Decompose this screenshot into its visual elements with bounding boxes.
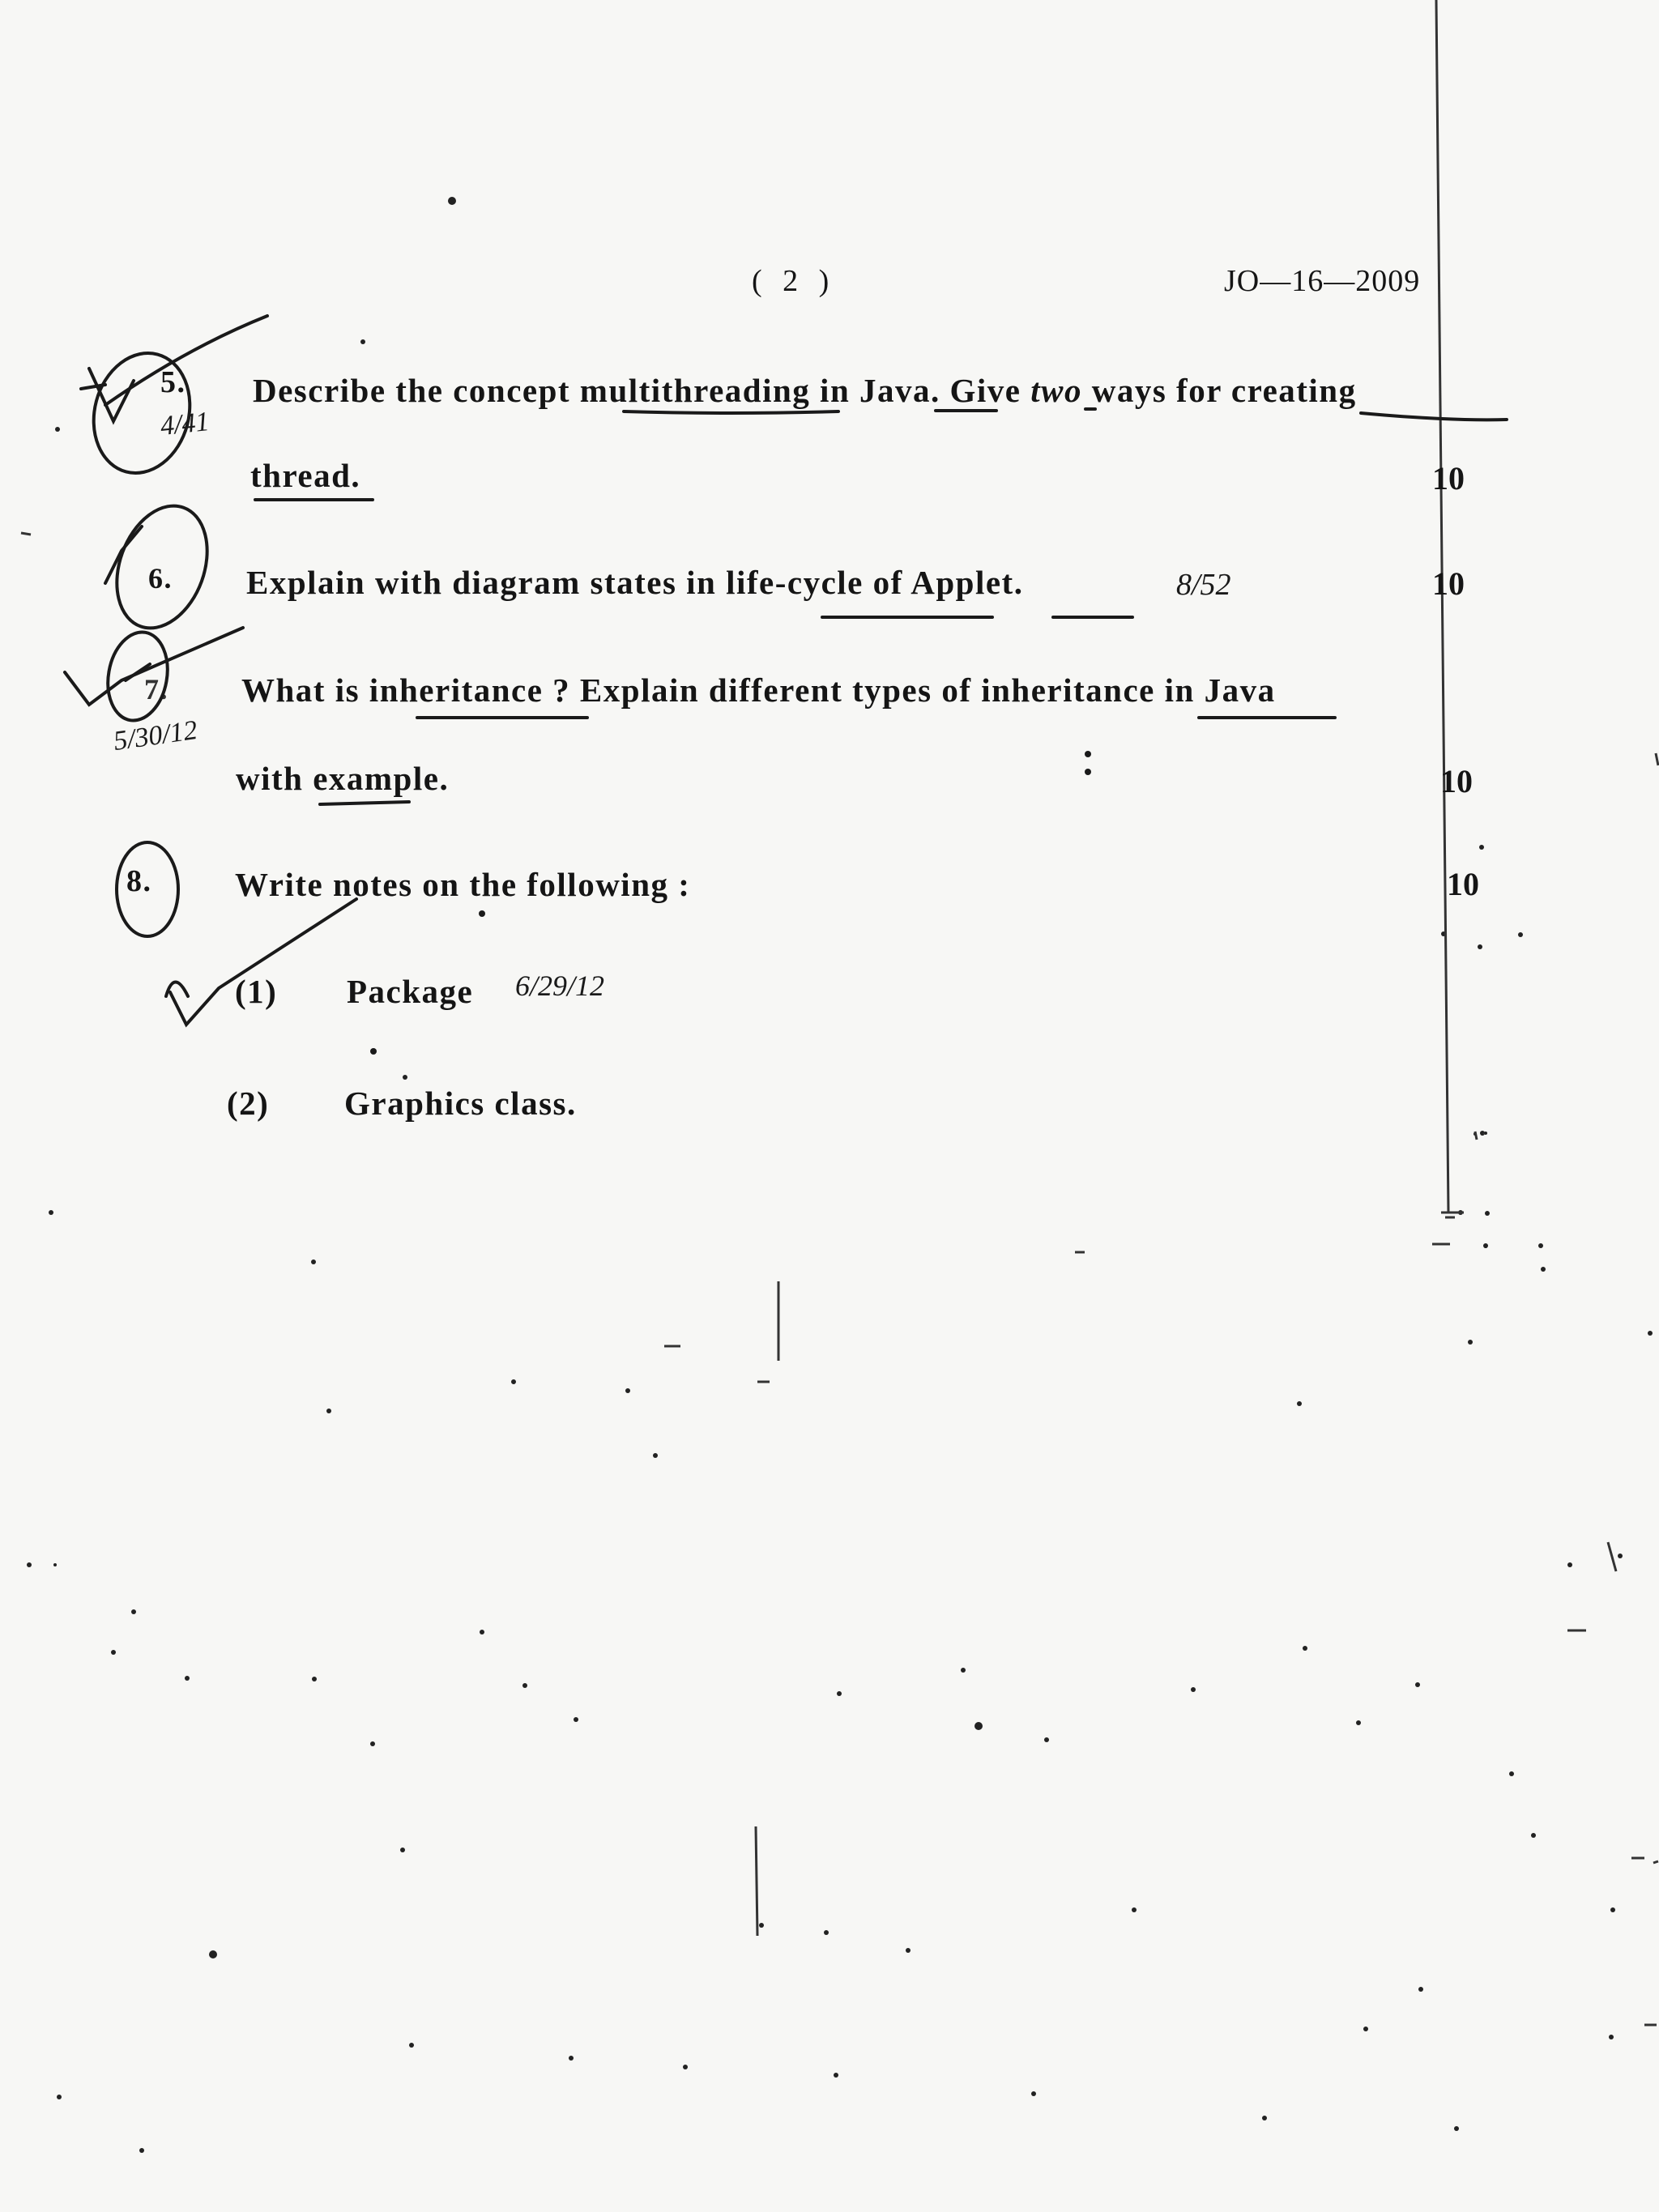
handwritten-note-q5: 4/41 bbox=[159, 406, 211, 442]
subitem-2-text: Graphics class. bbox=[344, 1085, 577, 1122]
paper-code: JO—16—2009 bbox=[1224, 264, 1421, 298]
question-5-text-a: Describe the concept multithreading in Java. Give bbox=[253, 372, 1031, 409]
question-7-line-2: with example. bbox=[236, 760, 450, 797]
question-7-number: 7. bbox=[144, 673, 168, 705]
question-5-text-b: ways for creating bbox=[1081, 372, 1357, 409]
handwritten-note-q7: 5/30/12 bbox=[111, 714, 199, 757]
question-5-number: 5. bbox=[160, 365, 186, 399]
page-number: ( 2 ) bbox=[752, 264, 830, 298]
question-5-line-2: thread. bbox=[250, 457, 361, 494]
question-6-number: 6. bbox=[148, 562, 173, 595]
subitem-1-label: (1) bbox=[235, 973, 278, 1010]
question-7-line-1: What is inheritance ? Explain different types of inheritance in Java bbox=[241, 671, 1276, 709]
question-8-marks: 10 bbox=[1447, 866, 1479, 902]
handwritten-note-q8-1: 6/29/12 bbox=[515, 970, 605, 1002]
question-5-line-1 bbox=[253, 371, 1357, 410]
question-8-line-1: Write notes on the following : bbox=[235, 866, 691, 903]
subitem-2-label: (2) bbox=[227, 1085, 270, 1122]
question-5-marks: 10 bbox=[1432, 460, 1465, 497]
handwritten-note-q6: 8/52 bbox=[1176, 568, 1231, 602]
subitem-1-text: Package bbox=[347, 973, 474, 1010]
question-5-strike bbox=[105, 316, 267, 405]
question-6-line-1: Explain with diagram states in life-cycle of Applet. bbox=[246, 564, 1024, 601]
question-6-tick bbox=[105, 526, 142, 583]
question-8-number: 8. bbox=[126, 864, 152, 898]
question-5-tick bbox=[89, 369, 134, 421]
question-5-emphasis: two bbox=[1030, 372, 1082, 409]
question-6-marks: 10 bbox=[1432, 565, 1465, 602]
question-7-marks: 10 bbox=[1440, 763, 1473, 799]
